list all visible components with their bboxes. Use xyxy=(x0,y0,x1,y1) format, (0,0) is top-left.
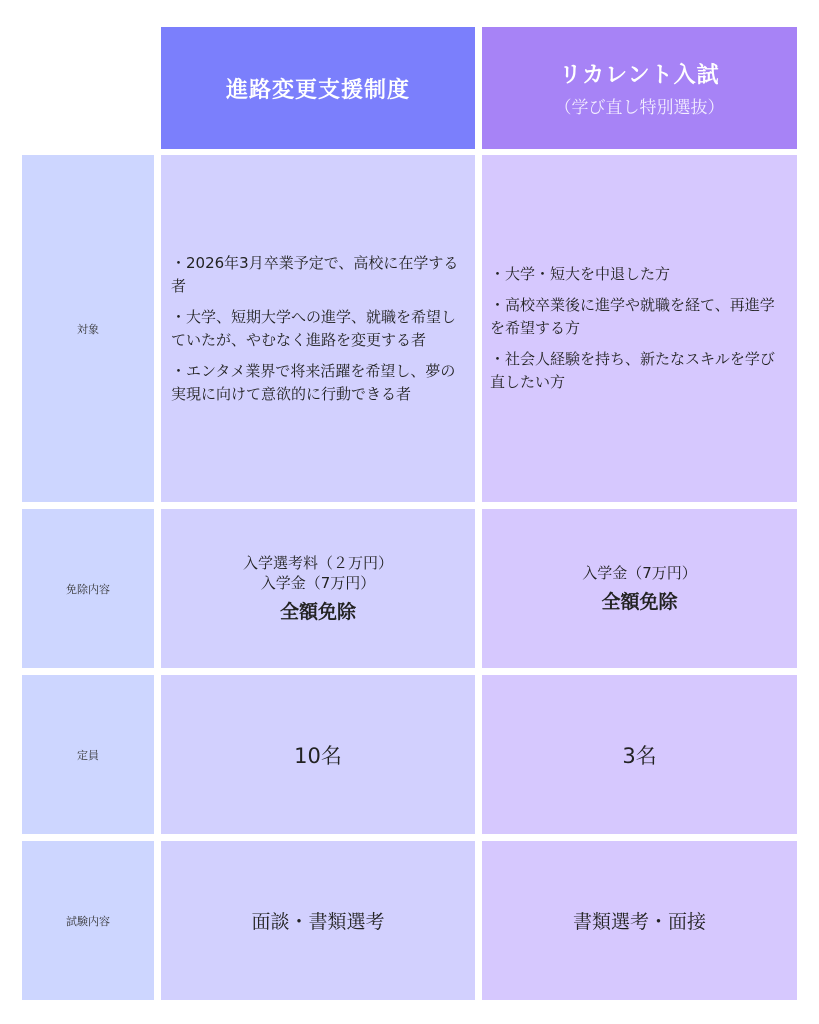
exemption-right-cell xyxy=(482,509,797,668)
capacity-right-cell xyxy=(482,675,797,834)
header-right-subtitle: （学び直し特別選抜） xyxy=(554,98,725,118)
target-left-item-2: ・大学、短期大学への進学、就職を希望していたが、やむなく進路を変更する者 xyxy=(171,307,457,349)
row-label-capacity: 定員 xyxy=(22,675,154,834)
target-left-cell xyxy=(161,155,475,502)
row-label-exam: 試験内容 xyxy=(22,841,154,1000)
exemption-left-cell xyxy=(161,509,475,668)
header-left-cell xyxy=(161,27,475,149)
capacity-right-value: 3名 xyxy=(622,743,657,768)
exam-right-value: 書類選考・面接 xyxy=(572,911,706,933)
exemption-left-line-1: 入学選考料（２万円） xyxy=(242,554,393,572)
header-left-title: 進路変更支援制度 xyxy=(225,77,410,103)
target-right-item-3: ・社会人経験を持ち、新たなスキルを学び直したい方 xyxy=(490,350,775,391)
row-label-exemption: 免除内容 xyxy=(22,509,154,668)
exam-left-value: 面談・書類選考 xyxy=(251,911,385,933)
exam-right-cell xyxy=(482,841,797,1000)
target-right-item-1: ・大学・短大を中退した方 xyxy=(490,265,671,283)
target-left-item-1: ・2026年3月卒業予定で、高校に在学する者 xyxy=(171,253,459,295)
target-right-cell xyxy=(482,155,797,502)
capacity-left-value: 10名 xyxy=(294,743,342,768)
exemption-left-line-2: 入学金（7万円） xyxy=(260,574,376,592)
header-right-title: リカレント入試 xyxy=(559,63,720,88)
exemption-right-bold: 全額免除 xyxy=(601,591,678,613)
header-right-cell xyxy=(482,27,797,149)
exam-left-cell xyxy=(161,841,475,1000)
target-left-item-3: ・エンタメ業界で将来活躍を希望し、夢の実現に向けて意欲的に行動できる者 xyxy=(171,361,456,403)
row-label-target: 対象 xyxy=(22,155,154,502)
exemption-right-line-1: 入学金（7万円） xyxy=(582,564,697,582)
exemption-left-bold: 全額免除 xyxy=(279,601,356,623)
capacity-left-cell xyxy=(161,675,475,834)
target-right-item-2: ・高校卒業後に進学や就職を経て、再進学を希望する方 xyxy=(490,296,775,337)
